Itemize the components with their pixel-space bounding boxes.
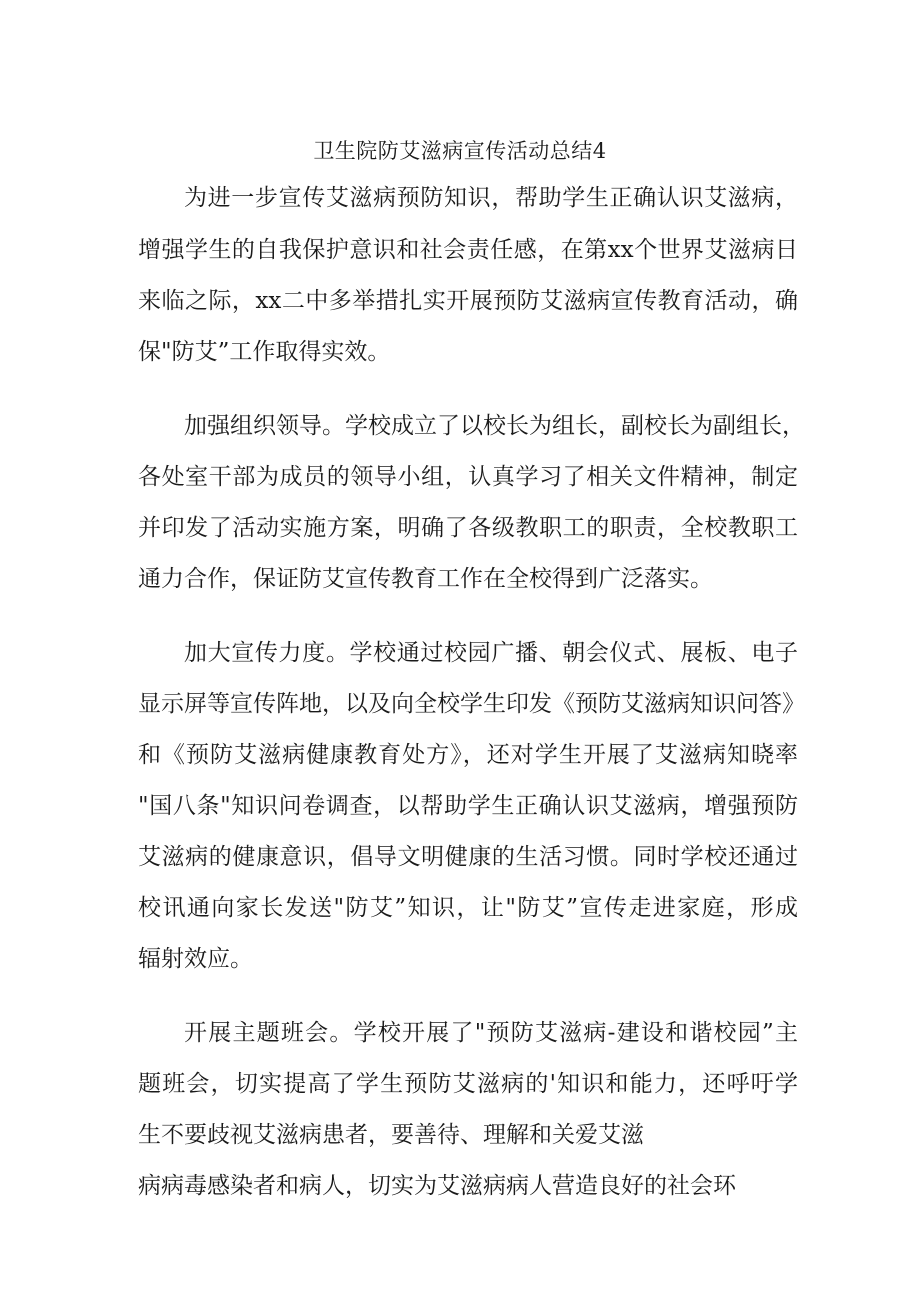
paragraph-1-line-2: 增强学生的自我保护意识和社会责任感，在第xx个世界艾滋病日 (138, 237, 798, 263)
paragraph-1-line-3: 来临之际，xx二中多举措扎实开展预防艾滋病宣传教育活动，确 (138, 288, 798, 314)
paragraph-3-line-5: 艾滋病的健康意识，倡导文明健康的生活习惯。同时学校还通过 (138, 844, 798, 870)
paragraph-4-line-3: 生不要歧视艾滋病患者，要善待、理解和关爱艾滋 (138, 1122, 644, 1148)
paragraph-2-line-4: 通力合作，保证防艾宣传教育工作在全校得到广泛落实。 (138, 566, 713, 592)
paragraph-1-line-1: 为进一步宣传艾滋病预防知识，帮助学生正确认识艾滋病， (184, 185, 798, 211)
paragraph-4-line-2: 题班会，切实提高了学生预防艾滋病的'知识和能力，还呼吁学 (138, 1071, 798, 1097)
paragraph-3-line-2: 显示屏等宣传阵地，以及向全校学生印发《预防艾滋病知识问答》 (138, 691, 805, 717)
paragraph-3-line-7: 辐射效应。 (138, 946, 253, 972)
paragraph-2-line-1: 加强组织领导。学校成立了以校长为组长，副校长为副组长， (184, 413, 805, 439)
paragraph-3-line-3: 和《预防艾滋病健康教育处方》，还对学生开展了艾滋病知晓率 (138, 742, 798, 768)
document-title: 卫生院防艾滋病宣传活动总结4 (313, 139, 607, 163)
paragraph-3-line-6: 校讯通向家长发送"防艾”知识，让"防艾”宣传走进家庭，形成 (138, 895, 798, 921)
paragraph-2-line-3: 并印发了活动实施方案，明确了各级教职工的职责，全校教职工 (138, 515, 798, 541)
paragraph-1-line-4: 保"防艾”工作取得实效。 (138, 339, 391, 365)
paragraph-4-line-1: 开展主题班会。学校开展了"预防艾滋病-建设和谐校园”主 (184, 1020, 798, 1046)
paragraph-2-line-2: 各处室干部为成员的领导小组，认真学习了相关文件精神，制定 (138, 464, 798, 490)
paragraph-3-line-1: 加大宣传力度。学校通过校园广播、朝会仪式、展板、电子 (184, 640, 798, 666)
paragraph-4-line-4: 病病毒感染者和病人，切实为艾滋病病人营造良好的社会环 (138, 1173, 736, 1199)
paragraph-3-line-4: "国八条"知识问卷调查，以帮助学生正确认识艾滋病，增强预防 (138, 793, 798, 819)
